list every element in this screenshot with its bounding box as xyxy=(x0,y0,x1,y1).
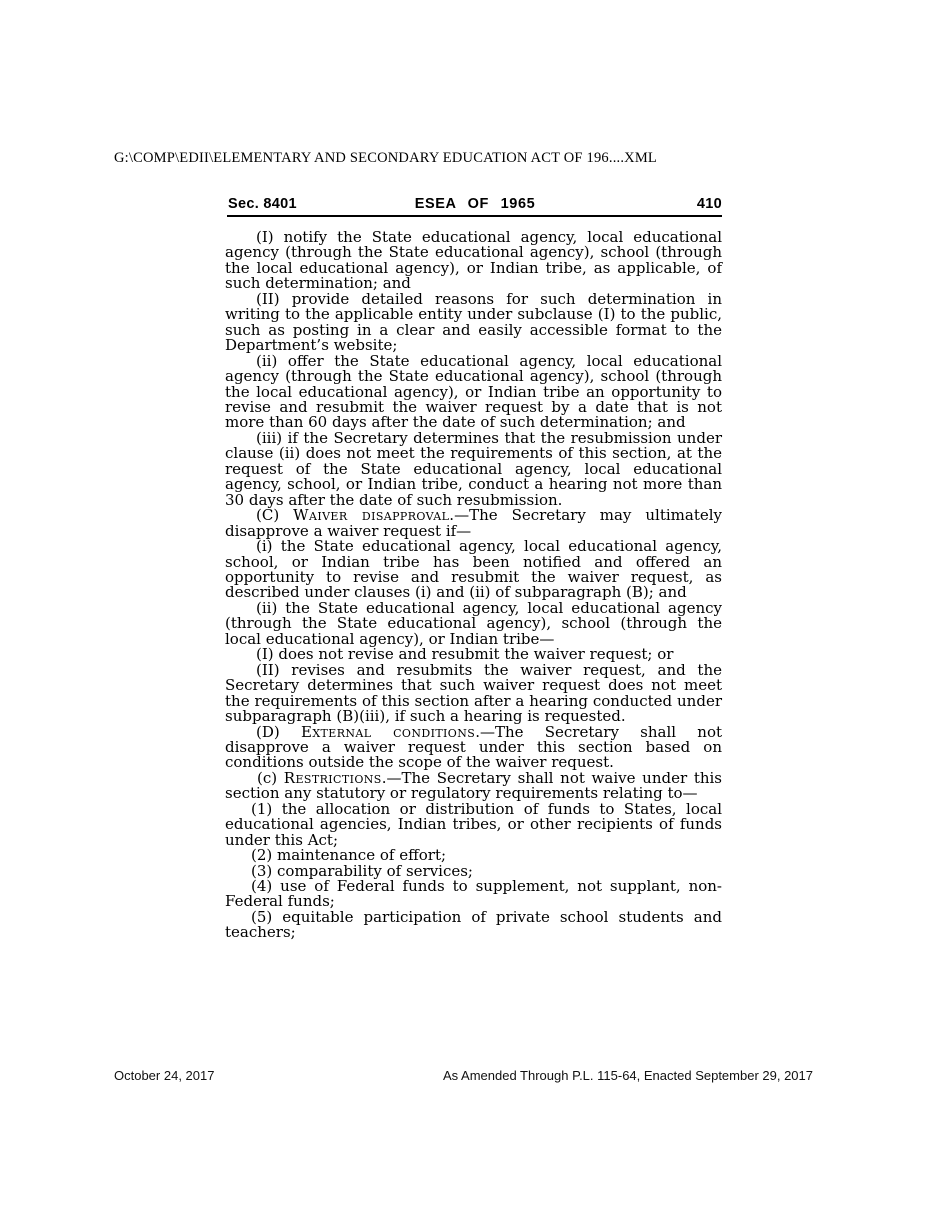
statute-paragraph xyxy=(225,539,722,601)
paragraph-text: (5) equitable participation of private school students and teachers; xyxy=(225,907,722,942)
statute-paragraph xyxy=(225,660,722,726)
footer-date: October 24, 2017 xyxy=(114,1068,215,1083)
running-head-page-number: 410 xyxy=(696,196,722,212)
statute-paragraph xyxy=(225,722,723,772)
paragraph-text: (3) comparability of services; xyxy=(251,861,473,880)
paragraph-text: (ii) offer the State educational agency, local educational agency (through the State educational agency), school (through the local educational agency), or Indian tribe an opportunity to revise and resubmit the waiver request by a date that is not more than 60 days after the date of such determination; and xyxy=(225,351,722,432)
statute-paragraph xyxy=(225,230,722,292)
paragraph-prefix: (D) xyxy=(256,722,301,741)
statute-paragraph xyxy=(225,508,722,539)
paragraph-text: (II) provide detailed reasons for such determination in writing to the applicable entity under subclause (I) to the public, such as posting in a clear and easily accessible format to the Department’s website; xyxy=(225,289,722,355)
paragraph-text: (ii) the State educational agency, local educational agency (through the State educational agency), school (through the local educational agency), or Indian tribe— xyxy=(225,598,722,648)
paragraph-text: (4) use of Federal funds to supplement, not supplant, non-Federal funds; xyxy=(225,877,722,911)
paragraph-text: .—The Secretary may ultimately disapprove a waiver request if— xyxy=(225,506,722,540)
statute-paragraph xyxy=(225,598,722,648)
running-head-title: ESEA OF 1965 xyxy=(414,196,536,212)
paragraph-text: (I) does not revise and resubmit the waiver request; or xyxy=(256,645,674,664)
paragraph-text: (2) maintenance of effort; xyxy=(251,846,447,865)
paragraph-text: .—The Secretary shall not waive under this section any statutory or regulatory requirements relating to— xyxy=(225,768,723,803)
paragraph-prefix: (c) xyxy=(257,768,284,787)
paragraph-text: (I) notify the State educational agency, local educational agency (through the State educational agency), school (through the local educational agency), or Indian tribe, as applicable, of such determination; and xyxy=(225,228,722,293)
running-head xyxy=(228,196,722,214)
paragraph-text: (i) the State educational agency, local educational agency, school, or Indian tribe has been notified and offered an opportunity to revise and resubmit the waiver request, as described under clauses (i) and (ii) of subparagraph (B); and xyxy=(225,537,722,602)
statute-paragraph xyxy=(225,879,722,910)
paragraph-text: .—The Secretary shall not disapprove a waiver request under this section based on conditions outside the scope of the waiver request. xyxy=(225,722,723,772)
footer-amendment-note: As Amended Through P.L. 115-64, Enacted September 29, 2017 xyxy=(442,1068,813,1083)
statute-paragraph xyxy=(225,768,723,803)
smallcaps-heading: External conditions xyxy=(300,722,476,741)
statute-text-body xyxy=(225,230,722,941)
statute-paragraph xyxy=(225,289,722,355)
paragraph-text: (iii) if the Secretary determines that the resubmission under clause (ii) does not meet the requirements of this section, at the request of the State educational agency, local educational agency, school, or Indian tribe, conduct a hearing not more than 30 days after the date of such resubmission. xyxy=(225,428,722,509)
statute-paragraph xyxy=(225,799,722,849)
smallcaps-heading: Restrictions xyxy=(283,768,382,787)
header-rule xyxy=(227,215,722,217)
paragraph-text: (II) revises and resubmits the waiver request, and the Secretary determines that such waiver request does not meet the requirements of this section after a hearing conducted under subparagraph (B)(iii), if such a hearing is requested. xyxy=(225,660,722,726)
running-head-section: Sec. 8401 xyxy=(228,196,297,212)
paragraph-prefix: (C) xyxy=(256,506,294,525)
statute-paragraph xyxy=(225,351,722,432)
statute-paragraph xyxy=(225,428,722,509)
file-path-header: G:\COMP\EDII\ELEMENTARY AND SECONDARY EDUCATION ACT OF 196....XML xyxy=(114,150,657,166)
paragraph-text: (1) the allocation or distribution of funds to States, local educational agencies, Indian tribes, or other recipients of funds under this Act; xyxy=(225,799,722,849)
smallcaps-heading: Waiver disapproval xyxy=(293,506,450,525)
statute-paragraph xyxy=(225,907,722,942)
